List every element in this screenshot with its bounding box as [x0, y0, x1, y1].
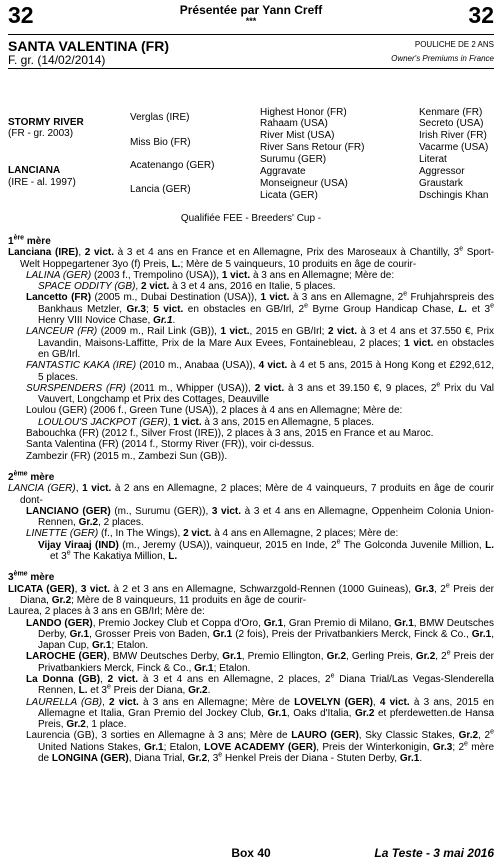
produce-entry: Santa Valentina (FR) (2014 f., Stormy River (FR)), voir ci-dessus.	[26, 439, 315, 451]
section-heading-first-dam: 1ère mère	[8, 234, 51, 247]
produce-entry: LALINA (GER) (2003 f., Trempolino (USA)), 1 vict. à 3 ans en Allemagne; Mère de:	[26, 269, 395, 281]
stars-rating: ***	[245, 16, 257, 26]
pedigree-gen2: Acatenango (GER)	[130, 160, 215, 171]
dam-entry: LICATA (GER), 3 vict. à 2 et 3 ans en Allemagne, Schwarzgold-Rennen (1000 Guineas), Gr.3, 2e Preis der Diana, Gr.2; Mère de 8 vainqueurs, 11 produits en âge de courir-	[8, 582, 494, 606]
produce-entry: SURSPENDERS (FR) (2011 m., Whipper (USA)), 2 vict. à 3 ans et 39.150 €, 9 places, 2e Prix du Val Vauvert, Longchamp et Prix des Cottages, Deauville	[26, 381, 494, 406]
pedigree-gen4: Kenmare (FR)	[419, 107, 483, 118]
dam-entry: LANCIA (GER), 1 vict. à 2 ans en Allemagne, 2 places; Mère de 4 vainqueurs, 7 produits en âge de courir dont-	[8, 483, 494, 506]
sale-place-date: La Teste - 3 mai 2016	[374, 846, 494, 860]
produce-entry: Babouchka (FR) (2012 f., Silver Frost (IRE)), 2 places à 3 ans, 2015 en France et au Maroc.	[26, 428, 434, 440]
grandproduce-entry: Vijay Viraaj (IND) (m., Jeremy (USA)), vainqueur, 2015 en Inde, 2e The Golconda Juvenile Million, L. et 3e The Kakatiya Million, L.	[38, 538, 494, 563]
produce-entry: LANCIANO (GER) (m., Surumu (GER)), 3 vict. à 3 et 4 ans en Allemagne, Oppenheim Colonia Union-Rennen, Gr.2, 2 places.	[26, 505, 494, 529]
horse-color-dob: F. gr. (14/02/2014)	[8, 53, 106, 67]
produce-entry: Lancetto (FR) (2005 m., Dubai Destination (USA)), 1 vict. à 3 ans en Allemagne, 2e Fruhjahrspreis des Bankhaus Metzler, Gr.3; 5 vict. en obstacles en GB/Irl, 2e Byrne Group Handicap Chase, L. et 3e Henry VIII Novice Chase, Gr.1.	[26, 291, 495, 327]
section-heading-second-dam: 2ème mère	[8, 470, 55, 483]
pedigree-gen3: Licata (GER)	[260, 190, 318, 201]
pedigree-gen4: Dschingis Khan	[419, 190, 489, 201]
produce-entry: LANCEUR (FR) (2009 m., Rail Link (GB)), 1 vict., 2015 en GB/Irl; 2 vict. à 3 et 4 ans et 37.550 €, Prix Lavandin, Maisons-Laffitte, Prix de la Mare Aux Evees, Fontainebleau, 2 places; 1 vict. en obstacles en GB/Irl.	[26, 326, 495, 360]
pedigree-gen3: Monseigneur (USA)	[260, 178, 348, 189]
presented-by: Présentée par Yann Creff	[179, 3, 323, 17]
divider-top	[8, 34, 494, 35]
pedigree-gen2: Lancia (GER)	[130, 184, 191, 195]
section-heading-third-dam: 3ème mère	[8, 570, 55, 584]
pedigree-gen3: River Sans Retour (FR)	[260, 142, 365, 153]
lot-number-left: 32	[8, 2, 34, 28]
pedigree-notes	[8, 236, 494, 764]
grandproduce-entry: SPACE ODDITY (GB), 2 vict. à 3 et 4 ans, 2016 en Italie, 5 places.	[38, 281, 336, 293]
pedigree-dam-detail: (IRE - al. 1997)	[8, 177, 76, 188]
pedigree-gen4: Irish River (FR)	[419, 130, 487, 141]
grandproduce-entry: La Donna (GB), 2 vict. à 3 et 4 ans en Allemagne, 2 places, 2e Diana Trial/Las Vegas-Slenderella Rennen, L. et 3e Preis der Diana, Gr.2.	[26, 672, 494, 697]
pedigree-gen4: Graustark	[419, 178, 463, 189]
pedigree-gen3: Rahaam (USA)	[260, 118, 328, 129]
lot-number-right: 32	[468, 2, 494, 28]
grandproduce-entry: LANDO (GER), Premio Jockey Club et Coppa d'Oro, Gr.1, Gran Premio di Milano, Gr.1, BMW Deutsches Derby, Gr.1, Grosser Preis von Baden, Gr.1 (2 fois), Preis der Privatbankiers Merck, Finck & Co., Gr.1, Japan Cup, Gr.1; Etalon.	[26, 617, 494, 652]
produce-entry: Zambezir (FR) (2015 m., Zambezi Sun (GB)).	[26, 450, 228, 462]
grandproduce-entry: LOULOU'S JACKPOT (GER), 1 vict. à 3 ans, 2015 en Allemagne, 5 places.	[38, 416, 374, 428]
pedigree-sire: STORMY RIVER	[8, 117, 84, 128]
sex-age: POULICHE DE 2 ANS	[414, 40, 494, 49]
produce-entry: Laurea, 2 places à 3 ans en GB/Irl; Mère de:	[8, 606, 205, 618]
produce-entry: FANTASTIC KAKA (IRE) (2010 m., Anabaa (USA)), 4 vict. à 4 et 5 ans, 2015 à Hong Kong et £292,612, 5 places.	[26, 360, 494, 383]
pedigree-gen3: Highest Honor (FR)	[260, 107, 347, 118]
divider-header	[8, 68, 494, 69]
pedigree-gen3: Surumu (GER)	[260, 154, 327, 165]
pedigree-gen4: Vacarme (USA)	[419, 142, 489, 153]
qualification: Qualifiée FEE - Breeders' Cup -	[180, 213, 322, 224]
pedigree-sire-detail: (FR - gr. 2003)	[8, 128, 74, 139]
pedigree-gen4: Aggressor	[419, 166, 465, 177]
pedigree-gen3: Aggravate	[260, 166, 306, 177]
horse-name: SANTA VALENTINA (FR)	[8, 38, 169, 54]
pedigree-gen4: Literat	[419, 154, 447, 165]
grandproduce-entry: LAROCHE (GER), BMW Deutsches Derby, Gr.1, Premio Ellington, Gr.2, Gerling Preis, Gr.2, 2e Preis der Privatbankiers Merck, Finck & Co., Gr.1; Etalon.	[26, 650, 494, 674]
grandproduce-entry: Laurencia (GB), 3 sorties en Allemagne à 3 ans; Mère de LAURO (GER), Sky Classic Stakes, Gr.2, 2e United Nations Stakes, Gr.1; Etalon, LOVE ACADEMY (GER), Preis der Winterkonigin, Gr.3; 2e mère de LONGINA (GER), Diana Trial, Gr.2, 3e Henkel Preis der Diana - Stuten Derby, Gr.1.	[26, 729, 495, 765]
pedigree-dam: LANCIANA	[8, 165, 61, 176]
pedigree-gen3: River Mist (USA)	[260, 130, 335, 141]
owner-premiums: Owner's Premiums in France	[391, 54, 494, 63]
pedigree-gen2: Miss Bio (FR)	[130, 137, 191, 148]
box-number: Box 40	[231, 846, 271, 860]
pedigree-gen4: Secreto (USA)	[419, 118, 484, 129]
pedigree-gen2: Verglas (IRE)	[130, 112, 190, 123]
grandproduce-entry: LAURELLA (GB), 2 vict. à 3 ans en Allemagne; Mère de LOVELYN (GER), 4 vict. à 3 ans, 2015 en Allemagne et Italia, Gran Premio del Jockey Club, Gr.1, Oaks d'Italia, Gr.2 et pferdewetten.de Hansa Preis, Gr.2, 1 place.	[26, 696, 494, 731]
produce-entry: Loulou (GER) (2006 f., Green Tune (USA)), 2 places à 4 ans en Allemagne; Mère de:	[26, 405, 403, 417]
dam-entry: Lanciana (IRE), 2 vict. à 3 et 4 ans en France et en Allemagne, Prix des Maroseaux à Chantilly, 3e Sport-Welt Hoppegartener 3yo (f) Preis, L.; Mère de 5 vainqueurs, 10 produits en âge de courir-	[8, 245, 494, 270]
produce-entry: LINETTE (GER) (f., In The Wings), 2 vict. à 4 ans en Allemagne, 2 places; Mère de:	[26, 528, 399, 540]
